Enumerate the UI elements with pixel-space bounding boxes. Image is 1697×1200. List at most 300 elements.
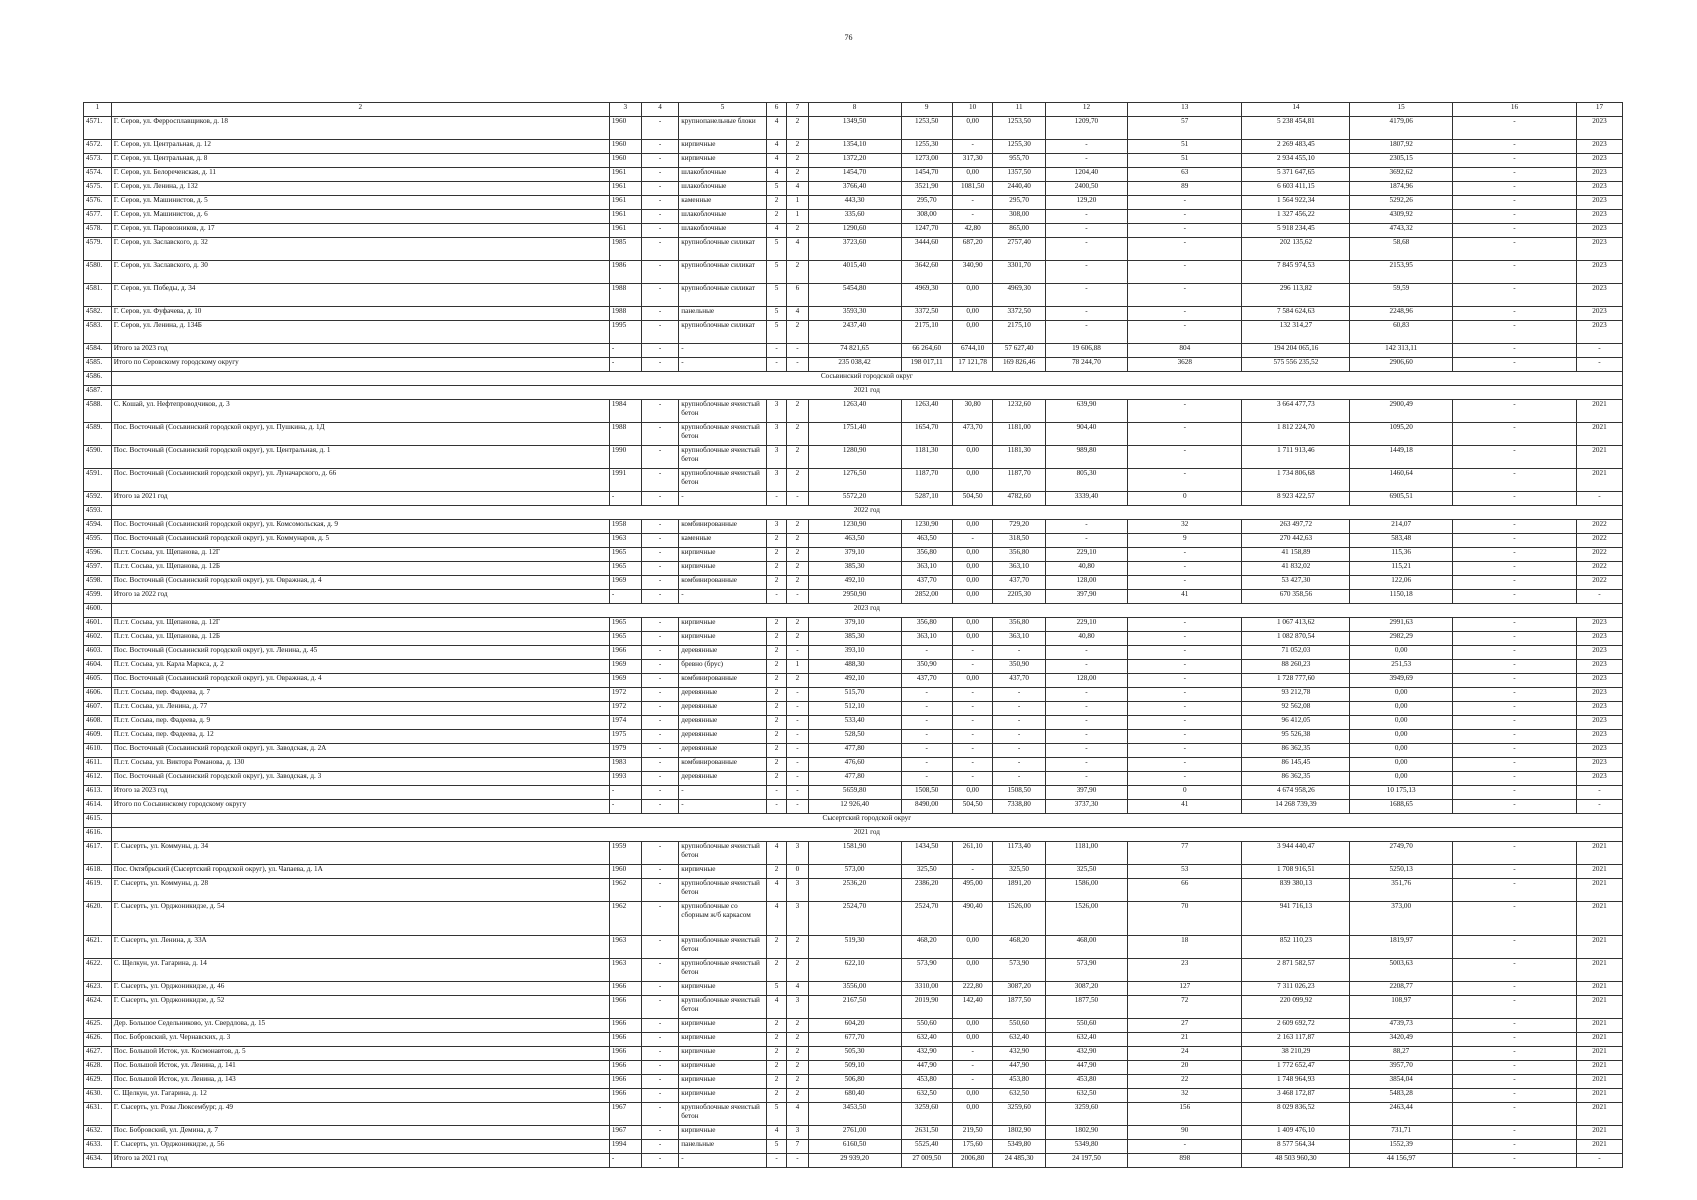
table-cell: - [1452,210,1576,224]
table-cell: - [1045,307,1127,321]
table-cell: 2 [766,865,786,879]
table-cell: 335,60 [808,210,901,224]
table-row [84,590,1623,604]
table-cell: 1 [787,196,808,210]
table-cell: 3556,00 [808,982,901,996]
table-cell: - [1452,224,1576,238]
table-cell: - [1452,548,1576,562]
table-cell: 1988 [609,423,641,446]
table-cell: - [1128,758,1242,772]
table-cell: 3420,49 [1350,1033,1453,1047]
table-cell: 1 [787,210,808,224]
table-cell: - [787,772,808,786]
address-cell: Пос. Большой Исток, ул. Ленина, д. 143 [111,1075,609,1089]
table-cell: 1994 [609,1140,641,1154]
table-cell: 4 [766,879,786,902]
table-cell: 839 380,13 [1242,879,1350,902]
table-cell: - [641,772,678,786]
table-cell: - [641,730,678,744]
table-cell: - [641,210,678,224]
table-cell: 295,70 [993,196,1045,210]
table-cell: - [787,358,808,372]
table-cell: 5 [766,182,786,196]
table-cell: 175,60 [952,1140,993,1154]
table-cell: - [1452,423,1576,446]
table-cell: 0,00 [952,520,993,534]
table-cell: 351,76 [1350,879,1453,902]
table-cell: 1960 [609,865,641,879]
table-cell: 0,00 [952,632,993,646]
table-cell: 1969 [609,576,641,590]
table-cell: 504,50 [952,800,993,814]
address-cell: Пос. Большой Исток, ул. Космонавтов, д. 5 [111,1047,609,1061]
table-cell: комбинированные [679,674,767,688]
table-row [84,660,1623,674]
row-number: 4607. [84,702,112,716]
table-cell: 2 [766,1019,786,1033]
row-number: 4616. [84,828,112,842]
table-cell: 263 497,72 [1242,520,1350,534]
table-cell: - [1128,307,1242,321]
table-cell: крупнопанельные блоки [679,117,767,140]
table-cell: 533,40 [808,716,901,730]
table-cell: 115,36 [1350,548,1453,562]
table-row [84,800,1623,814]
table-cell: 1877,50 [993,996,1045,1019]
table-cell: 219,50 [952,1126,993,1140]
table-cell: 77 [1128,842,1242,865]
table-cell: 550,60 [993,1019,1045,1033]
table-cell: 941 716,13 [1242,902,1350,936]
table-cell: 5659,80 [808,786,901,800]
table-cell: 447,90 [1045,1061,1127,1075]
table-cell: 2524,70 [901,902,952,936]
table-cell: 229,10 [1045,548,1127,562]
table-cell: - [1452,744,1576,758]
table-cell: 229,10 [1045,618,1127,632]
address-cell: Г. Серов, ул. Ленина, д. 132 [111,182,609,196]
table-cell: - [952,744,993,758]
table-cell: - [1452,140,1576,154]
table-cell: - [952,210,993,224]
table-cell: - [1452,492,1576,506]
table-cell: - [641,842,678,865]
table-cell: 2 [766,1047,786,1061]
table-cell: 1802,90 [993,1126,1045,1140]
table-cell: 1434,50 [901,842,952,865]
table-cell: - [1045,534,1127,548]
table-cell: 4 [766,154,786,168]
address-cell: С. Щелкун, ул. Гагарина, д. 12 [111,1089,609,1103]
table-cell: 2 [766,618,786,632]
table-row [84,1154,1623,1168]
table-cell: 1988 [609,284,641,307]
row-number: 4575. [84,182,112,196]
table-cell: 122,06 [1350,576,1453,590]
table-cell: кирпичные [679,548,767,562]
row-number: 4618. [84,865,112,879]
table-cell: шлакоблочные [679,168,767,182]
table-cell: 3642,60 [901,261,952,284]
table-cell: - [1452,400,1576,423]
table-cell: 3453,50 [808,1103,901,1126]
table-cell: 4 [766,117,786,140]
row-number: 4574. [84,168,112,182]
table-cell: 308,00 [901,210,952,224]
table-cell: 2021 [1576,865,1622,879]
table-cell: 8 923 422,57 [1242,492,1350,506]
table-cell: 1969 [609,660,641,674]
table-cell: 2631,50 [901,1126,952,1140]
table-cell: 1460,64 [1350,469,1453,492]
table-cell: 1966 [609,1075,641,1089]
table-cell: 363,10 [901,632,952,646]
table-cell: 325,50 [1045,865,1127,879]
table-cell: 0,00 [1350,744,1453,758]
table-cell: - [1576,800,1622,814]
table-cell: 1961 [609,224,641,238]
table-cell: 3593,30 [808,307,901,321]
table-cell: - [641,321,678,344]
table-cell: деревянные [679,688,767,702]
table-cell: комбинированные [679,520,767,534]
table-cell: 356,80 [901,548,952,562]
row-number: 4602. [84,632,112,646]
table-cell: 142,40 [952,996,993,1019]
table-cell: - [641,1033,678,1047]
address-cell: П.г.т. Сосьва, пер. Фадеева, д. 12 [111,730,609,744]
table-cell: 3444,60 [901,238,952,261]
table-cell: 2021 [1576,842,1622,865]
table-cell: 1966 [609,1019,641,1033]
header-cell: 17 [1576,103,1622,117]
table-cell: 2023 [1576,321,1622,344]
table-row [84,492,1623,506]
table-cell: 468,20 [901,936,952,959]
table-cell: - [1452,902,1576,936]
table-cell: 1290,60 [808,224,901,238]
address-cell: Г. Серов, ул. Ферросплавщиков, д. 18 [111,117,609,140]
table-cell: 3 664 477,73 [1242,400,1350,423]
table-row [84,879,1623,902]
table-cell: 24 197,50 [1045,1154,1127,1168]
table-cell: - [952,1047,993,1061]
table-cell: 550,60 [901,1019,952,1033]
row-number: 4578. [84,224,112,238]
address-cell: Пос. Восточный (Сосьвинский городской округ), ул. Заводская, д. 3 [111,772,609,786]
table-cell: 2023 [1576,744,1622,758]
table-cell: - [1452,261,1576,284]
table-cell: 6 603 411,15 [1242,182,1350,196]
table-cell: - [1452,772,1576,786]
table-cell: 3949,69 [1350,674,1453,688]
page-number: 76 [844,33,853,42]
table-cell: - [679,492,767,506]
header-cell: 6 [766,103,786,117]
table-cell: - [641,469,678,492]
table-cell: 0 [1128,786,1242,800]
table-cell: - [952,534,993,548]
table-cell: 1995 [609,321,641,344]
table-row [84,1126,1623,1140]
table-cell: 22 [1128,1075,1242,1089]
table-cell: - [901,646,952,660]
table-cell: 5 238 454,81 [1242,117,1350,140]
table-cell: 3628 [1128,358,1242,372]
table-cell: 2023 [1576,307,1622,321]
table-cell: 9 [1128,534,1242,548]
table-cell: 0,00 [952,618,993,632]
table-cell: 1993 [609,772,641,786]
table-cell: - [679,590,767,604]
table-cell: 2 934 455,10 [1242,154,1350,168]
address-cell: Г. Серов, ул. Ленина, д. 134Б [111,321,609,344]
table-cell: - [1576,344,1622,358]
address-cell: Итого за 2023 год [111,786,609,800]
table-cell: 3 [787,902,808,936]
table-cell: 1983 [609,758,641,772]
table-cell: 74 821,65 [808,344,901,358]
table-cell: 2023 [1576,646,1622,660]
table-cell: 0,00 [1350,702,1453,716]
table-cell: 453,80 [1045,1075,1127,1089]
table-cell: 198 017,11 [901,358,952,372]
table-cell: - [952,140,993,154]
table-cell: 4782,60 [993,492,1045,506]
table-cell: - [1128,548,1242,562]
table-cell: 2 [787,618,808,632]
table-cell: - [641,786,678,800]
table-cell: 2 [766,1061,786,1075]
row-number: 4603. [84,646,112,660]
table-cell: - [1452,590,1576,604]
table-cell: 2 [787,1047,808,1061]
table-cell: - [1452,154,1576,168]
table-cell: - [641,936,678,959]
table-cell: 2023 [1576,117,1622,140]
table-cell: 0,00 [952,959,993,982]
table-cell: - [641,996,678,1019]
row-number: 4621. [84,936,112,959]
row-number: 4624. [84,996,112,1019]
table-cell: 2 [766,674,786,688]
table-cell: 2021 [1576,1089,1622,1103]
table-cell: - [641,1089,678,1103]
table-cell: 437,70 [901,674,952,688]
table-row [84,210,1623,224]
table-cell: - [993,716,1045,730]
table-cell: 2 [766,1089,786,1103]
table-cell: 2 [766,702,786,716]
table-cell: 363,10 [993,562,1045,576]
table-cell: 1688,65 [1350,800,1453,814]
table-row [84,1089,1623,1103]
header-cell: 5 [679,103,767,117]
table-cell: 1874,96 [1350,182,1453,196]
table-cell: крупноблочные силикат [679,238,767,261]
table-cell: 1354,10 [808,140,901,154]
table-cell: 23 [1128,959,1242,982]
table-cell: 1526,00 [1045,902,1127,936]
table-cell: 5292,26 [1350,196,1453,210]
table-cell: 2006,80 [952,1154,993,1168]
table-cell: - [1128,646,1242,660]
table-cell: 573,00 [808,865,901,879]
table-cell: 2 [787,576,808,590]
table-cell: 2023 [1576,688,1622,702]
table-cell: 89 [1128,182,1242,196]
table-cell: - [641,238,678,261]
table-cell: 1181,30 [901,446,952,469]
table-cell: 898 [1128,1154,1242,1168]
table-cell: 2 [766,210,786,224]
table-cell: - [1452,469,1576,492]
table-cell: - [993,646,1045,660]
table-row [84,469,1623,492]
table-cell: 6160,50 [808,1140,901,1154]
table-cell: 2 [787,1075,808,1089]
row-number: 4600. [84,604,112,618]
table-cell: 3 468 172,87 [1242,1089,1350,1103]
table-cell: - [1452,800,1576,814]
table-cell: 2167,50 [808,996,901,1019]
row-number: 4593. [84,506,112,520]
table-cell: 202 135,62 [1242,238,1350,261]
table-cell: 4309,92 [1350,210,1453,224]
table-cell: 317,30 [952,154,993,168]
table-cell: 4 [766,842,786,865]
table-cell: 1204,40 [1045,168,1127,182]
table-cell: 17 121,78 [952,358,993,372]
housing-table [83,102,1623,1168]
table-cell: 505,30 [808,1047,901,1061]
table-cell: 2 [787,446,808,469]
table-cell: 2 [766,730,786,744]
table-cell: 2 [787,154,808,168]
table-cell: 2019,90 [901,996,952,1019]
table-row [84,284,1623,307]
table-cell: - [641,800,678,814]
table-cell: 573,90 [1045,959,1127,982]
table-cell: 2900,49 [1350,400,1453,423]
table-cell: 1962 [609,902,641,936]
table-cell: - [1452,182,1576,196]
table-cell: 2 [766,562,786,576]
table-cell: - [641,1140,678,1154]
table-cell: 1253,50 [901,117,952,140]
table-cell: - [1452,865,1576,879]
row-number: 4614. [84,800,112,814]
table-cell: - [1576,1154,1622,1168]
table-row [84,632,1623,646]
table-cell: 5 [766,1140,786,1154]
table-cell: 296 113,82 [1242,284,1350,307]
table-cell: 852 110,23 [1242,936,1350,959]
table-cell: 1960 [609,140,641,154]
table-cell: 5003,63 [1350,959,1453,982]
table-cell: - [1045,238,1127,261]
table-cell: 1095,20 [1350,423,1453,446]
table-cell: - [952,758,993,772]
address-cell: Г. Сысерть, ул. Коммуны, д. 28 [111,879,609,902]
table-cell: 2906,60 [1350,358,1453,372]
row-number: 4587. [84,386,112,400]
table-cell: 0,00 [952,469,993,492]
table-cell: 1181,30 [993,446,1045,469]
table-cell: - [641,688,678,702]
row-number: 4591. [84,469,112,492]
table-cell: 432,90 [901,1047,952,1061]
table-cell: 92 562,08 [1242,702,1350,716]
row-number: 4597. [84,562,112,576]
table-cell: 1581,90 [808,842,901,865]
table-cell: 4 [787,307,808,321]
table-cell: 1963 [609,534,641,548]
table-cell: 2400,50 [1045,182,1127,196]
table-cell: 379,10 [808,548,901,562]
table-cell: 93 212,78 [1242,688,1350,702]
table-cell: 32 [1128,520,1242,534]
table-cell: 86 362,35 [1242,772,1350,786]
table-cell: - [641,716,678,730]
table-cell: 0,00 [952,786,993,800]
table-cell: 2 [787,168,808,182]
table-cell: 3957,70 [1350,1061,1453,1075]
table-row [84,828,1623,842]
table-cell: - [1452,786,1576,800]
table-cell: 3 [787,1126,808,1140]
table-cell: 432,90 [1045,1047,1127,1061]
table-cell: 2 [766,548,786,562]
table-cell: - [1452,674,1576,688]
table-cell: - [641,1154,678,1168]
table-cell: 1 327 456,22 [1242,210,1350,224]
table-cell: 632,40 [1045,1033,1127,1047]
table-cell: 1276,50 [808,469,901,492]
table-cell: 1958 [609,520,641,534]
table-cell: 88 260,23 [1242,660,1350,674]
table-cell: 128,00 [1045,576,1127,590]
table-cell: 3766,40 [808,182,901,196]
table-cell: 468,20 [993,936,1045,959]
table-cell: - [641,758,678,772]
table-cell: 2021 [1576,1075,1622,1089]
table-cell: - [1045,772,1127,786]
table-cell: 2 [787,562,808,576]
table-cell: 5 [766,261,786,284]
table-cell: 2761,00 [808,1126,901,1140]
table-cell: 2022 [1576,576,1622,590]
table-cell: 2 [766,632,786,646]
table-cell: 1985 [609,238,641,261]
table-cell: 3 [766,423,786,446]
table-row [84,358,1623,372]
table-cell: - [787,492,808,506]
table-cell: 1969 [609,674,641,688]
table-cell: 1961 [609,182,641,196]
table-cell: - [641,534,678,548]
table-cell: - [1452,996,1576,1019]
table-cell: 24 [1128,1047,1242,1061]
table-cell: - [1452,168,1576,182]
table-cell: - [1128,562,1242,576]
table-cell: - [766,344,786,358]
table-cell: 1273,00 [901,154,952,168]
table-cell: 1081,50 [952,182,993,196]
table-cell: 350,90 [901,660,952,674]
table-cell: 2205,30 [993,590,1045,604]
table-cell: 2757,40 [993,238,1045,261]
